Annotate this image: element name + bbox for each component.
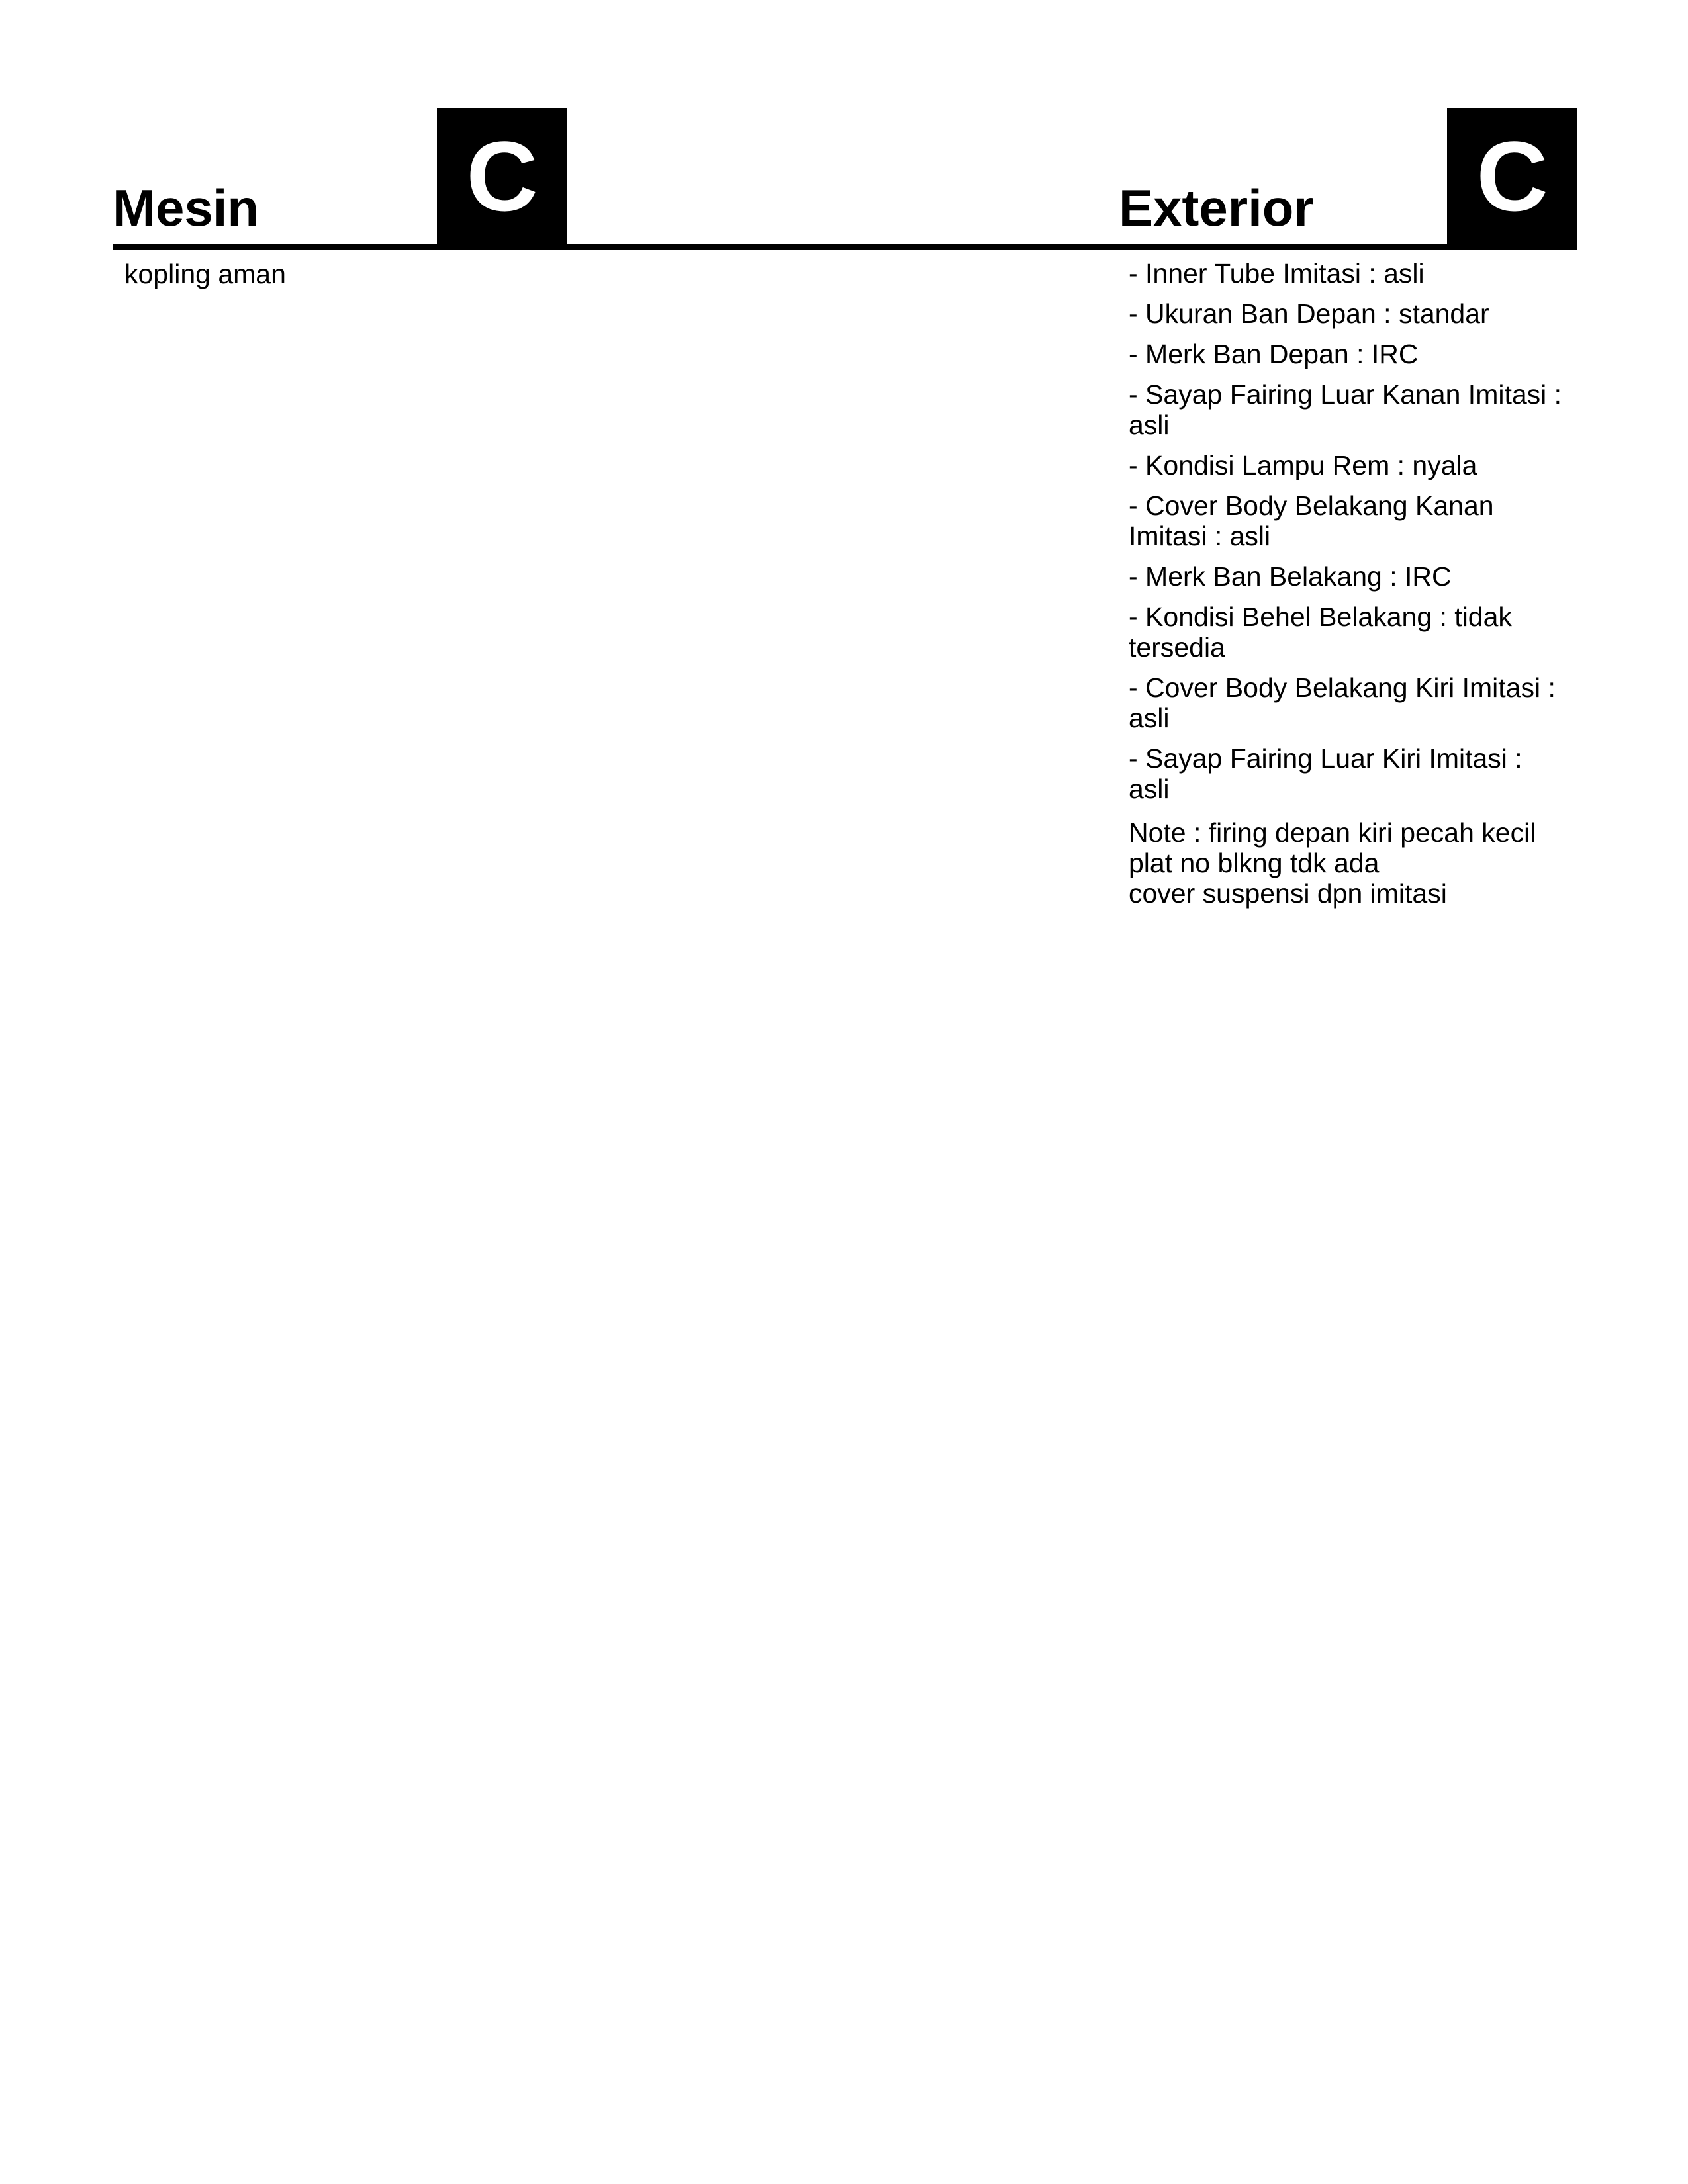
mesin-divider	[113, 244, 1185, 250]
exterior-item: - Kondisi Lampu Rem : nyala	[1129, 450, 1477, 480]
exterior-item: - Cover Body Belakang Kanan Imitasi : asli	[1129, 490, 1494, 551]
exterior-section-header	[1119, 108, 1577, 248]
mesin-section-title: Mesin	[113, 179, 259, 237]
mesin-grade-badge: C	[437, 108, 567, 244]
mesin-section-header	[113, 108, 567, 248]
exterior-item: - Sayap Fairing Luar Kiri Imitasi : asli	[1129, 743, 1523, 804]
exterior-item: - Cover Body Belakang Kiri Imitasi : asli	[1129, 672, 1556, 733]
exterior-item-list	[1129, 258, 1566, 814]
mesin-notes: kopling aman	[124, 259, 286, 289]
exterior-note	[1129, 817, 1566, 909]
exterior-item: - Sayap Fairing Luar Kanan Imitasi : asli	[1129, 379, 1562, 440]
exterior-item: - Inner Tube Imitasi : asli	[1129, 258, 1425, 289]
exterior-note-line: plat no blkng tdk ada	[1129, 848, 1380, 878]
exterior-item: - Ukuran Ban Depan : standar	[1129, 298, 1489, 329]
exterior-item: - Kondisi Behel Belakang : tidak tersedia	[1129, 602, 1512, 662]
exterior-item: - Merk Ban Depan : IRC	[1129, 339, 1419, 369]
exterior-note-line: cover suspensi dpn imitasi	[1129, 878, 1447, 909]
exterior-item: - Merk Ban Belakang : IRC	[1129, 561, 1452, 592]
exterior-divider	[1119, 244, 1577, 250]
exterior-section-title: Exterior	[1119, 179, 1314, 237]
exterior-note-line: Note : firing depan kiri pecah kecil	[1129, 817, 1536, 848]
exterior-grade-badge: C	[1447, 108, 1577, 244]
